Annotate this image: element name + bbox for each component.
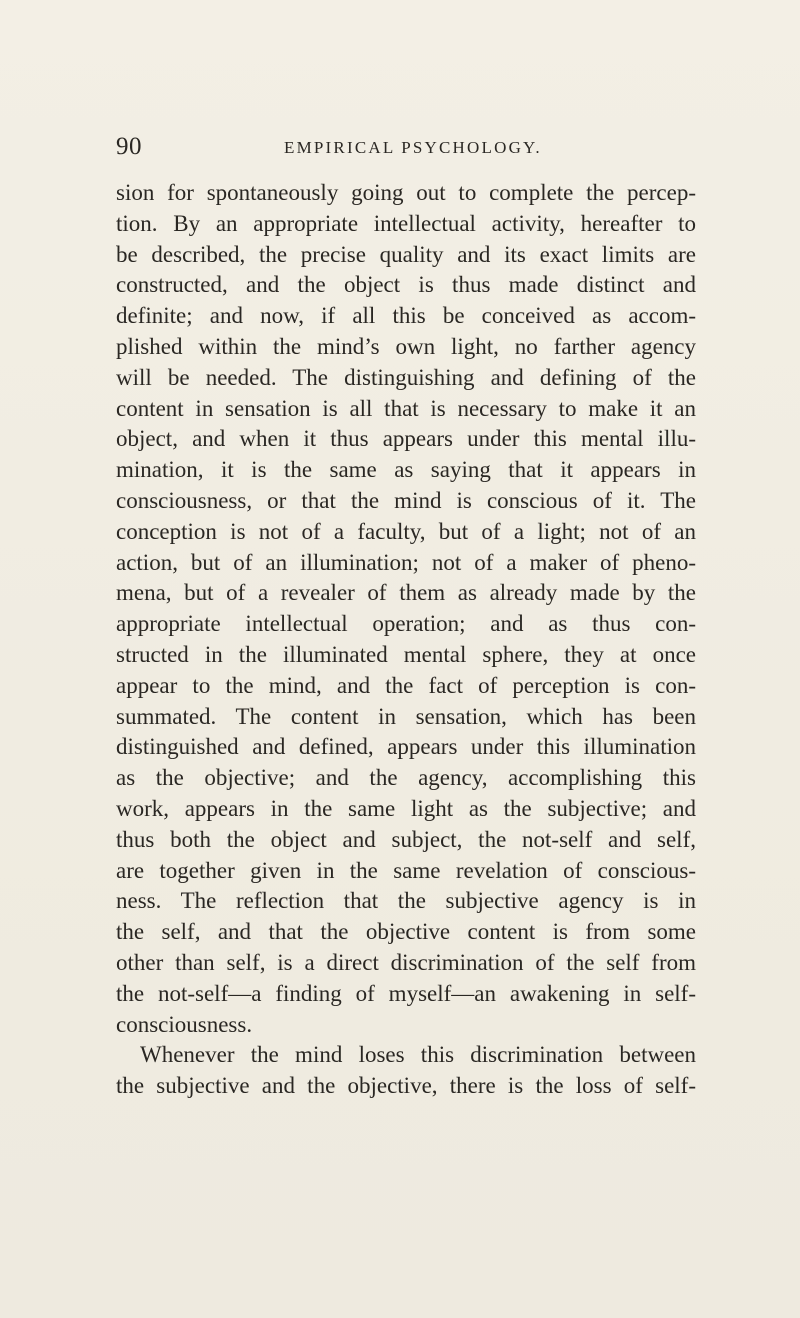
text-line: content in sensation is all that is necessary to make it an: [116, 395, 696, 421]
paragraph-start-line: Whenever the mind loses this discrimination between: [140, 1042, 696, 1068]
text-line: be described, the precise quality and its exact limits are: [116, 241, 696, 267]
text-line: distinguished and defined, appears under this illumination: [116, 734, 696, 760]
text-line: other than self, is a direct discrimination of the self from: [116, 949, 696, 975]
running-title: EMPIRICAL PSYCHOLOGY.: [284, 138, 542, 157]
text-line: the not-self—a finding of myself—an awakening in self-: [116, 980, 696, 1006]
text-line: object, and when it thus appears under this mental illu-: [116, 426, 696, 452]
paragraph-end-line: consciousness.: [116, 1011, 253, 1037]
text-line: summated. The content in sensation, which has been: [116, 703, 696, 729]
text-line: as the objective; and the agency, accomplishing this: [116, 765, 696, 791]
text-line: structed in the illuminated mental sphere, they at once: [116, 641, 696, 667]
running-head: [116, 133, 696, 165]
text-line: the self, and that the objective content is from some: [116, 919, 696, 945]
text-line: mination, it is the same as saying that it appears in: [116, 457, 696, 483]
text-line: the subjective and the objective, there is the loss of self-: [116, 1073, 696, 1099]
text-line: will be needed. The distinguishing and defining of the: [116, 364, 696, 390]
page-number: 90: [116, 133, 142, 160]
text-line: constructed, and the object is thus made distinct and: [116, 272, 696, 298]
text-line: conception is not of a faculty, but of a light; not of an: [116, 518, 696, 544]
text-line: appropriate intellectual operation; and as thus con-: [116, 611, 696, 637]
text-line: appear to the mind, and the fact of perception is con-: [116, 672, 696, 698]
text-line: definite; and now, if all this be conceived as accom-: [116, 303, 696, 329]
text-line: ness. The reflection that the subjective agency is in: [116, 888, 696, 914]
text-line: sion for spontaneously going out to complete the percep-: [116, 180, 696, 205]
text-line: thus both the object and subject, the not-self and self,: [116, 826, 696, 852]
text-line: consciousness, or that the mind is conscious of it. The: [116, 487, 696, 513]
text-line: plished within the mind’s own light, no farther agency: [116, 333, 696, 359]
text-line: are together given in the same revelation of conscious-: [116, 857, 696, 883]
text-line: tion. By an appropriate intellectual activity, hereafter to: [116, 210, 696, 236]
text-line: action, but of an illumination; not of a maker of pheno-: [116, 549, 696, 575]
text-line: mena, but of a revealer of them as already made by the: [116, 580, 696, 606]
body-text: [116, 178, 696, 1102]
text-line: work, appears in the same light as the subjective; and: [116, 795, 696, 821]
